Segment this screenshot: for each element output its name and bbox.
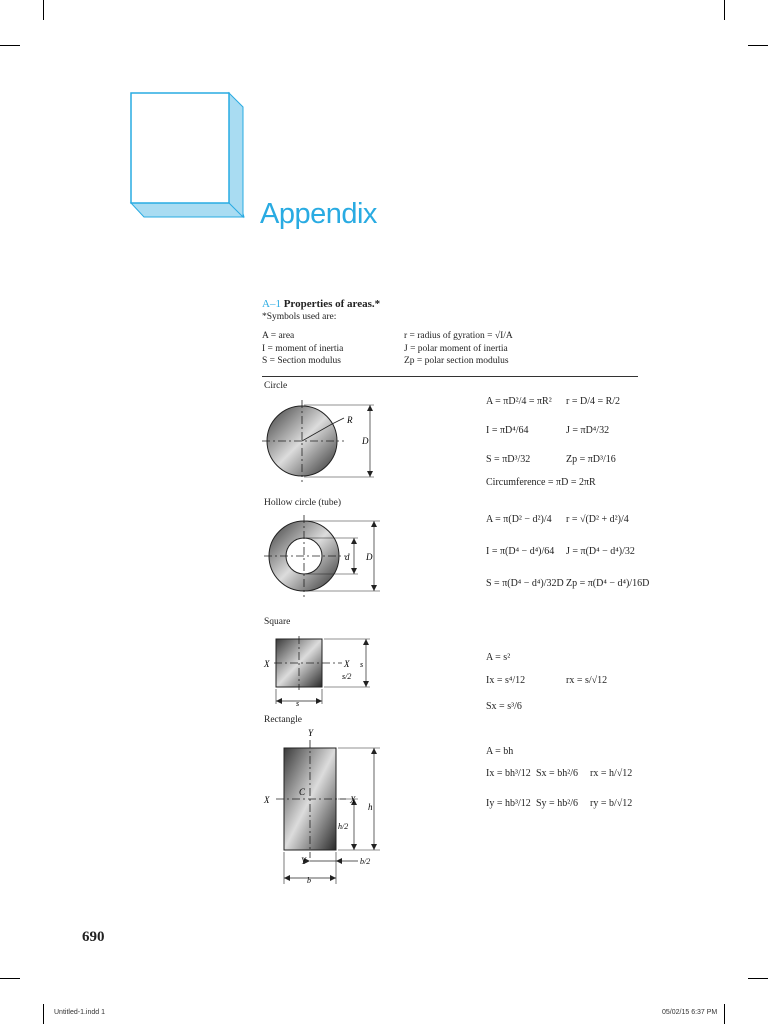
tube-formula-polar-modulus: Zp = π(D⁴ − d⁴)/16D — [566, 578, 650, 589]
square-label-s-bottom: s — [296, 699, 300, 708]
symbol-inertia: I = moment of inertia — [262, 343, 344, 354]
circle-formula-modulus: S = πD³/32 — [486, 454, 531, 465]
tube-label-d: d — [345, 552, 350, 562]
rect-formula-sx: Sx = bh²/6 — [536, 768, 578, 779]
tube-formula-polar-inertia: J = π(D⁴ − d⁴)/32 — [566, 546, 635, 557]
tube-formula-area: A = π(D² − d²)/4 — [486, 514, 552, 525]
rect-label-y-bottom: Y — [301, 856, 307, 866]
rect-label-x-right: X — [350, 795, 356, 805]
section-heading — [262, 298, 380, 310]
symbol-modulus: S = Section modulus — [262, 356, 341, 366]
crop-mark — [724, 0, 725, 20]
crop-mark — [748, 978, 768, 979]
rectangle-figure — [262, 726, 392, 886]
square-label-x-right: X — [344, 659, 350, 669]
square-formula-modulus: Sx = s³/6 — [486, 701, 522, 712]
circle-circumference: Circumference = πD = 2πR — [486, 477, 596, 488]
square-label-x-left: X — [264, 659, 270, 669]
circle-formula-area: A = πD²/4 = πR² — [486, 396, 552, 407]
circle-caption: Circle — [264, 381, 288, 391]
rect-formula-ix: Ix = bh³/12 — [486, 768, 531, 779]
square-caption: Square — [264, 617, 291, 627]
rect-formula-iy: Iy = hb³/12 — [486, 798, 531, 809]
rect-formula-area: A = bh — [486, 746, 514, 757]
square-formula-inertia: Ix = s⁴/12 — [486, 675, 526, 686]
symbols-right — [404, 330, 513, 368]
crop-mark — [0, 45, 20, 46]
crop-mark — [0, 978, 20, 979]
rect-label-h: h — [368, 802, 373, 812]
square-label-s-half: s/2 — [342, 672, 352, 681]
rect-label-x-left: X — [264, 795, 270, 805]
symbol-polar-inertia: J = polar moment of inertia — [404, 343, 508, 354]
rect-label-y-top: Y — [308, 728, 314, 738]
rect-label-centroid: C — [299, 787, 306, 797]
circle-formula-gyration: r = D/4 = R/2 — [566, 396, 621, 407]
square-formula-area: A = s² — [486, 652, 511, 663]
symbol-gyration: r = radius of gyration = √I/A — [404, 331, 513, 341]
tube-caption: Hollow circle (tube) — [264, 498, 342, 508]
slug-date: 05/02/15 6:37 PM — [662, 1009, 718, 1016]
symbol-polar-modulus: Zp = polar section modulus — [404, 356, 509, 366]
symbols-note: *Symbols used are: — [262, 312, 337, 322]
symbols-left — [262, 330, 343, 368]
section-title: Properties of areas.* — [283, 298, 381, 310]
circle-formula-inertia: I = πD⁴/64 — [486, 425, 529, 436]
crop-mark — [724, 1004, 725, 1024]
rect-label-h-half: h/2 — [338, 822, 349, 831]
circle-formula-polar-modulus: Zp = πD³/16 — [566, 454, 616, 465]
tube-formula-modulus: S = π(D⁴ − d⁴)/32D — [486, 578, 564, 589]
tube-formula-inertia: I = π(D⁴ − d⁴)/64 — [486, 546, 555, 557]
tube-formula-gyration: r = √(D² + d²)/4 — [566, 514, 629, 525]
circle-label-R: R — [347, 415, 353, 425]
symbol-area: A = area — [262, 331, 295, 341]
rectangle-caption: Rectangle — [264, 715, 302, 725]
page-number: 690 — [82, 929, 105, 945]
square-figure — [262, 632, 386, 712]
circle-figure — [262, 396, 392, 492]
crop-mark — [748, 45, 768, 46]
rect-formula-ry: ry = b/√12 — [590, 798, 633, 809]
section-number: A–1 — [262, 298, 281, 310]
rect-formula-sy: Sy = hb²/6 — [536, 798, 578, 809]
circle-label-D: D — [362, 436, 369, 446]
section-rule — [262, 376, 638, 377]
rect-label-b: b — [307, 876, 311, 885]
chapter-box-graphic — [126, 90, 248, 222]
rect-label-b-half: b/2 — [360, 857, 371, 866]
slug-filename: Untitled-1.indd 1 — [54, 1009, 105, 1016]
rect-formula-rx: rx = h/√12 — [590, 768, 633, 779]
square-formula-gyration: rx = s/√12 — [566, 675, 608, 686]
circle-formula-polar-inertia: J = πD⁴/32 — [566, 425, 610, 436]
tube-label-D: D — [366, 552, 373, 562]
crop-mark — [43, 0, 44, 20]
tube-figure — [262, 512, 392, 604]
square-label-s: s — [360, 660, 364, 669]
chapter-title: Appendix — [260, 198, 377, 230]
crop-mark — [43, 1004, 44, 1024]
